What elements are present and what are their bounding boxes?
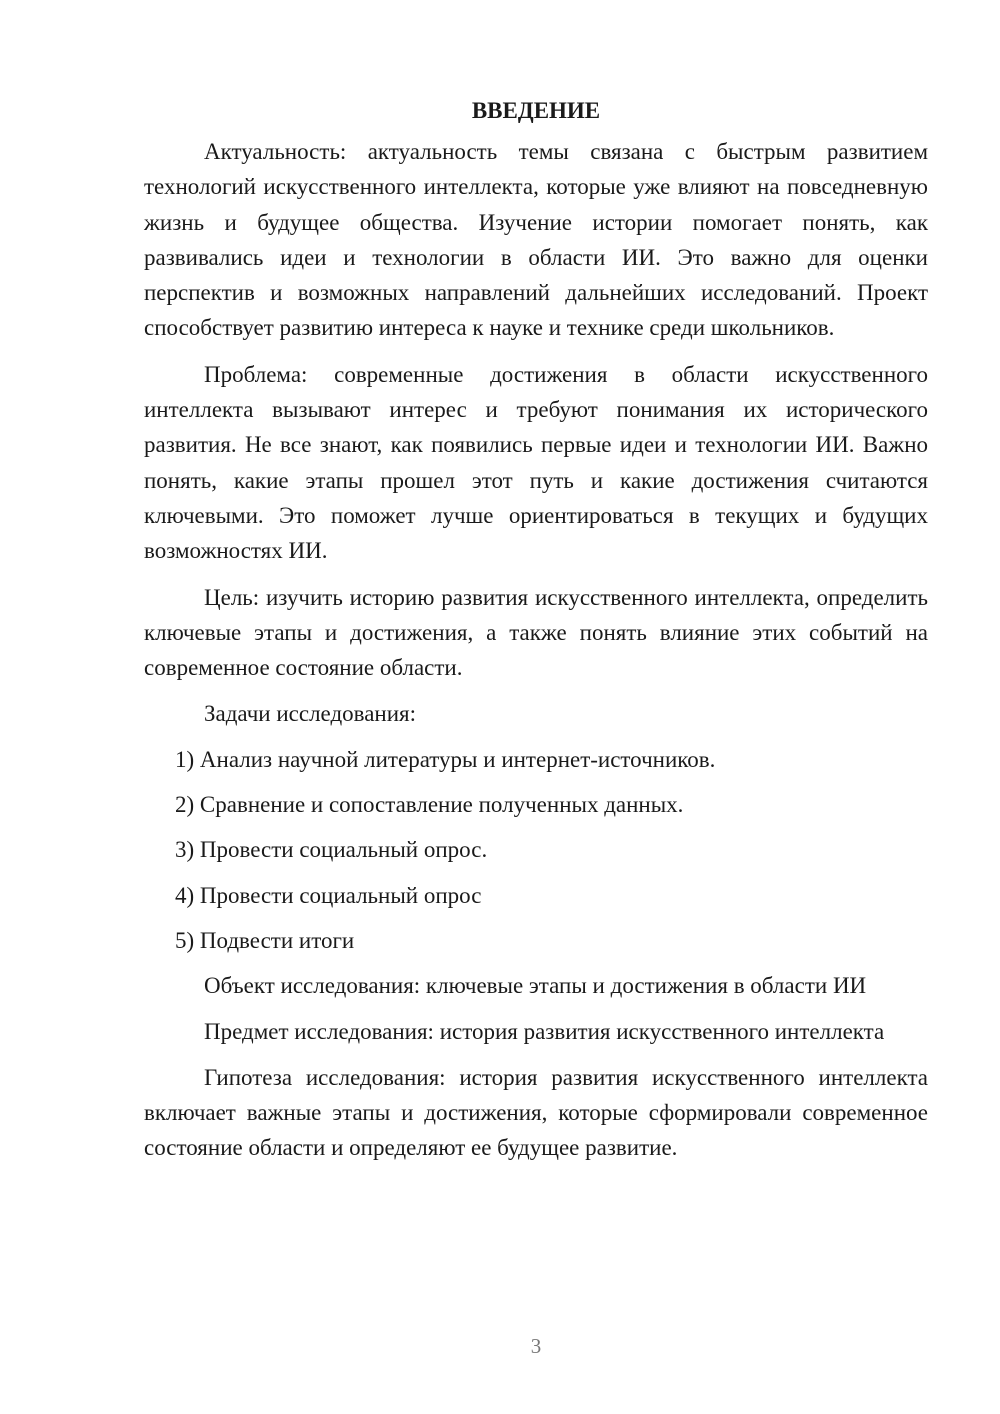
paragraph-goal: Цель: изучить историю развития искусственного интеллекта, определить ключевые этапы и достижения, а также понять влияние этих событий на современное состояние области. <box>144 584 928 681</box>
task-item: 3) Провести социальный опрос. <box>175 837 488 863</box>
page-number: 3 <box>530 1334 542 1358</box>
page-content <box>144 96 928 1177</box>
task-item: 1) Анализ научной литературы и интернет-источников. <box>175 746 716 772</box>
paragraph-subject: Предмет исследования: история развития искусственного интеллекта <box>204 1018 885 1044</box>
page-title: ВВЕДЕНИЕ <box>471 98 601 123</box>
paragraph-problem: Проблема: современные достижения в области искусственного интеллекта вызывают интерес и требуют понимания их исторического развития. Не все знают, как появились первые идеи и технологии ИИ. Важно понять, какие этапы прошел этот путь и какие достижения считаются ключевыми. Это поможет лучше ориентироваться в текущих и будущих возможностях ИИ. <box>144 361 928 564</box>
paragraph-hypothesis: Гипотеза исследования: история развития искусственного интеллекта включает важные этапы и достижения, которые сформировали современное состояние области и определяют ее будущее развитие. <box>144 1064 928 1161</box>
paragraph-object: Объект исследования: ключевые этапы и достижения в области ИИ <box>204 973 867 999</box>
paragraph-relevance: Актуальность: актуальность темы связана с быстрым развитием технологий искусственного интеллекта, которые уже влияют на повседневную жизнь и будущее общества. Изучение истории помогает понять, как развивались идеи и технологии в области ИИ. Это важно для оценки перспектив и возможных направлений дальнейших исследований. Проект способствует развитию интереса к науке и технике среди школьников. <box>144 139 928 341</box>
tasks-title: Задачи исследования: <box>204 701 417 727</box>
task-item: 4) Провести социальный опрос <box>175 882 482 908</box>
task-item: 5) Подвести итоги <box>175 927 355 953</box>
task-item: 2) Сравнение и сопоставление полученных данных. <box>175 792 684 818</box>
